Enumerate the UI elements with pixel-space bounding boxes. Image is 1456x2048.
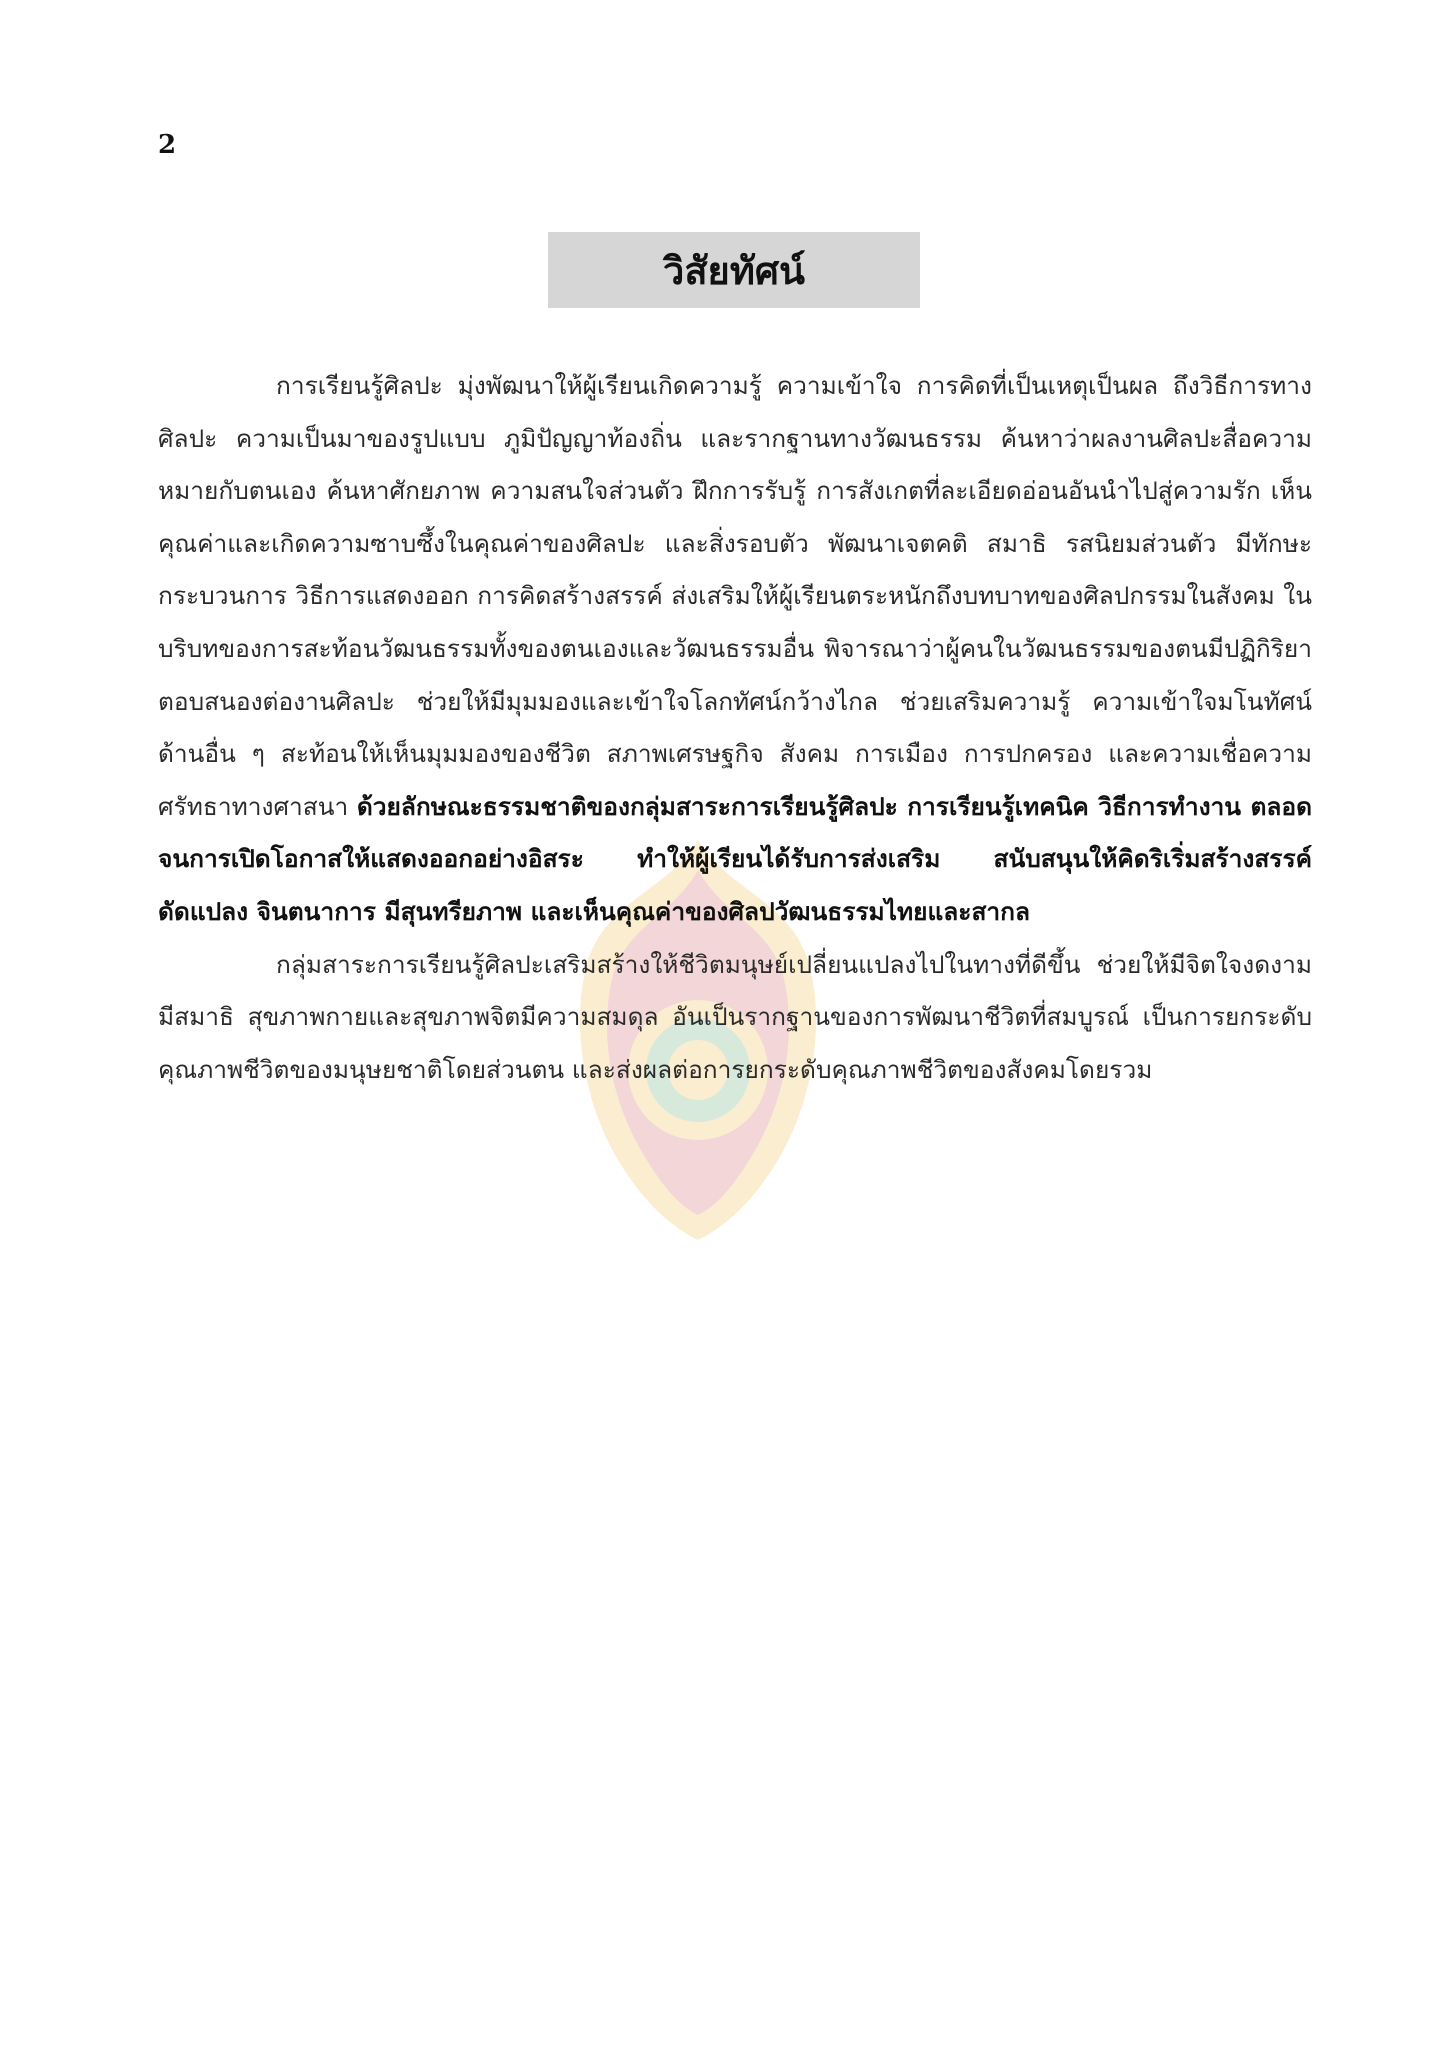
page-number: 2 — [158, 130, 177, 160]
body-content — [158, 360, 1312, 1096]
paragraph-vision-1 — [158, 360, 1312, 939]
page-title: วิสัยทัศน์ — [663, 248, 805, 293]
title-banner — [548, 232, 920, 308]
paragraph-normal-text: กลุ่มสาระการเรียนรู้ศิลปะเสริมสร้างให้ชีวิตมนุษย์เปลี่ยนแปลงไปในทางที่ดีขึ้น ช่วยให้มีจิตใจงดงาม มีสมาธิ สุขภาพกายและสุขภาพจิตมีความสมดุล อันเป็นรากฐานของการพัฒนาชีวิตที่สมบูรณ์ เป็นการยกระดับคุณภาพชีวิตของมนุษยชาติโดยส่วนตน และส่งผลต่อการยกระดับคุณภาพชีวิตของสังคมโดยรวม — [158, 949, 1312, 1084]
paragraph-vision-2 — [158, 939, 1312, 1097]
paragraph-bold-text: ด้วยลักษณะธรรมชาติของกลุ่มสาระการเรียนรู้ศิลปะ การเรียนรู้เทคนิค วิธีการทำงาน ตลอดจนการเปิดโอกาสให้แสดงออกอย่างอิสระ ทำให้ผู้เรียนได้รับการส่งเสริม สนับสนุนให้คิดริเริ่มสร้างสรรค์ ดัดแปลง จินตนาการ มีสุนทรียภาพ และเห็นคุณค่าของศิลปวัฒนธรรมไทยและสากล — [158, 791, 1313, 926]
paragraph-normal-text: การเรียนรู้ศิลปะ มุ่งพัฒนาให้ผู้เรียนเกิดความรู้ ความเข้าใจ การคิดที่เป็นเหตุเป็นผล ถึงวิธีการทางศิลปะ ความเป็นมาของรูปแบบ ภูมิปัญญาท้องถิ่น และรากฐานทางวัฒนธรรม ค้นหาว่าผลงานศิลปะสื่อความหมายกับตนเอง ค้นหาศักยภาพ ความสนใจส่วนตัว ฝึกการรับรู้ การสังเกตที่ละเอียดอ่อนอันนำไปสู่ความรัก เห็นคุณค่าและเกิดความซาบซึ้งในคุณค่าของศิลปะ และสิ่งรอบตัว พัฒนาเจตคติ สมาธิ รสนิยมส่วนตัว มีทักษะ กระบวนการ วิธีการแสดงออก การคิดสร้างสรรค์ ส่งเสริมให้ผู้เรียนตระหนักถึงบทบาทของศิลปกรรมในสังคม ในบริบทของการสะท้อนวัฒนธรรมทั้งของตนเองและวัฒนธรรมอื่น พิจารณาว่าผู้คนในวัฒนธรรมของตนมีปฏิกิริยาตอบสนองต่องานศิลปะ ช่วยให้มีมุมมองและเข้าใจโลกทัศน์กว้างไกล ช่วยเสริมความรู้ ความเข้าใจมโนทัศน์ด้านอื่น ๆ สะท้อนให้เห็นมุมมองของชีวิต สภาพเศรษฐกิจ สังคม การเมือง การปกครอง และความเชื่อความศรัทธาทางศาสนา — [158, 371, 1312, 821]
